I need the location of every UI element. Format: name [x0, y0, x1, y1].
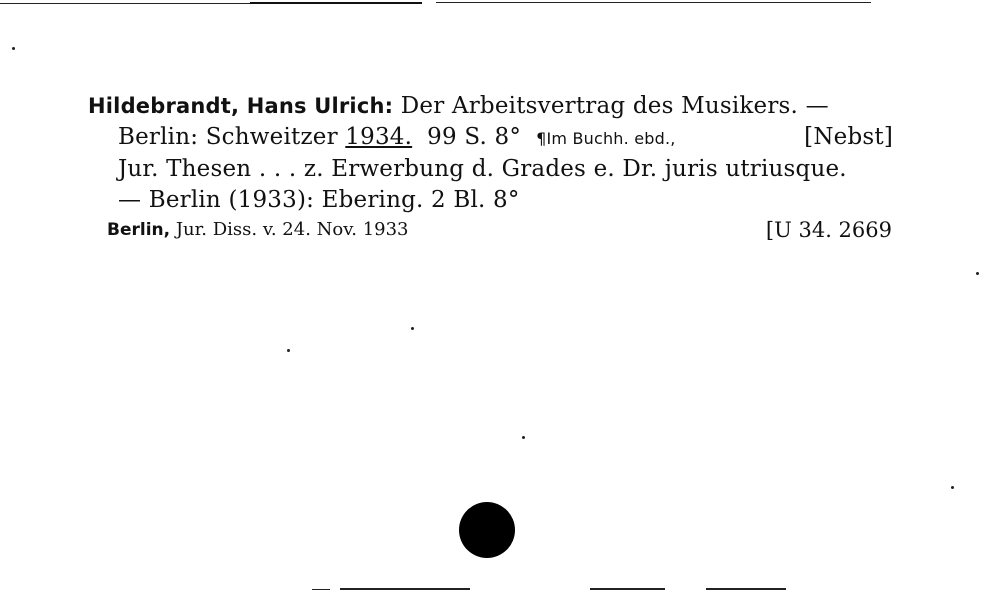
scan-speck [976, 272, 979, 275]
scan-speck [522, 436, 525, 439]
entry-line-3: Jur. Thesen . . . z. Erwerbung d. Grades e. Dr. juris utriusque. [118, 156, 847, 182]
entry-line-2 [88, 122, 893, 154]
bibliographic-entry [88, 91, 893, 216]
work-title: Der Arbeitsvertrag des Musikers. — [400, 93, 829, 119]
publication-year: 1934. [345, 124, 413, 150]
note-text: Jur. Diss. v. 24. Nov. 1933 [175, 219, 409, 240]
scan-speck [951, 486, 954, 489]
note-city: Berlin, [107, 220, 171, 240]
publisher-place: Berlin: Schweitzer [118, 124, 338, 150]
dissertation-note [107, 218, 892, 242]
nebst-label: [Nebst] [804, 124, 893, 150]
bottom-rule [312, 589, 330, 590]
bottom-rule [340, 588, 470, 590]
punch-hole [459, 502, 515, 558]
entry-line-1 [88, 91, 893, 122]
bottom-rule [706, 588, 786, 590]
pages-format: 99 S. 8° [427, 124, 522, 150]
shelfmark: [U 34. 2669 [765, 218, 892, 242]
availability-note: ¶Im Buchh. ebd., [536, 129, 676, 148]
top-rule [436, 2, 871, 3]
bottom-rule [590, 588, 665, 590]
top-rule [0, 3, 250, 4]
scan-speck [411, 327, 414, 330]
scan-speck [287, 349, 290, 352]
top-rule [250, 2, 422, 4]
scan-speck [12, 47, 15, 50]
entry-line-4: — Berlin (1933): Ebering. 2 Bl. 8° [118, 187, 520, 213]
author-name: Hildebrandt, Hans Ulrich: [88, 94, 394, 118]
